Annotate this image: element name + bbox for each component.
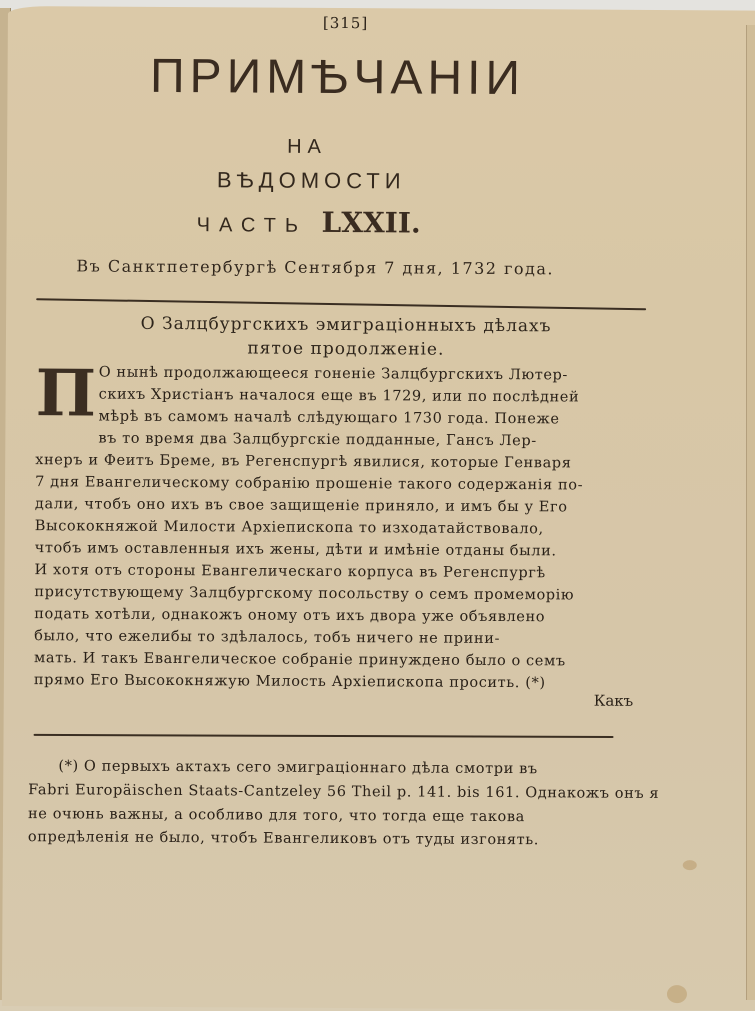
paper-stain [667,985,687,1003]
subtitle-na: НА [287,135,328,158]
subtitle-vedomosti: ВѢДОМОСТИ [216,167,406,194]
footnote-line: опредѣленія не было, чтобъ Евангеликовъ отъ туды изгонять. [27,829,540,849]
body-line: скихъ Христіанъ началося еще въ 1729, или по послѣдней [98,386,580,406]
section-heading-line: О Залцбургскихъ эмиграціонныхъ дѣлахъ [140,313,552,337]
body-line: 7 дня Евангелическому собранію прошеніе такого содержанія по- [35,474,584,494]
part-label: ЧАСТЬ [196,214,308,237]
next-page-edge [746,25,755,1000]
footnote-line: Fabri Europäischen Staats-Cantzeley 56 Theil p. 141. bis 161. Однакожъ онъ я [28,782,660,802]
section-heading-line: пятое продолженіе. [247,338,445,360]
body-line: дали, чтобъ оно ихъ въ свое защищеніе приняло, и имъ бы у Его [34,496,568,516]
catchword: Какъ [593,691,634,710]
body-line: было, что ежелибы то здѣлалось, тобъ ничего не прини- [34,628,501,648]
footnote-line: (*) О первыхъ актахъ сего эмиграціоннаго дѣла смотри въ [58,758,538,778]
section-heading [46,311,646,363]
body-line: присутствующему Залцбургскому посольству о семъ промеморію [34,584,575,604]
dateline: Въ Санктпетербургѣ Сентября 7 дня, 1732 года. [76,256,555,279]
book-page [2,6,755,1011]
body-line: подать хотѣли, однакожъ оному отъ ихъ двора уже объявлено [34,606,546,626]
body-line: мѣрѣ въ самомъ началѣ слѣдующаго 1730 года. Понеже [98,408,560,428]
body-line: мать. И такъ Евангелическое собраніе принуждено было о семъ [33,650,566,670]
page-number: [315] [322,13,369,33]
part-heading [197,205,421,239]
paper-stain [683,860,697,870]
part-number: LXXII. [321,205,421,240]
drop-cap: П [35,356,97,432]
body-line: въ то время два Залцбургскіе подданные, Гансъ Лер- [98,430,537,450]
body-line: И хотя отъ стороны Евангелическаго корпуса въ Регенспургѣ [34,562,546,582]
divider-rule [36,298,646,310]
body-line: прямо Его Высококняжую Милость Архіепископа просить. (*) [33,672,546,692]
body-line: хнеръ и Феитъ Бреме, въ Регенспургѣ явилися, которые Генваря [35,452,572,472]
body-line: чтобъ имъ оставленныя ихъ жены, дѣти и имѣніе отданы были. [34,540,557,560]
body-line: О нынѣ продолжающееся гоненіе Залцбургскихъ Лютер- [98,364,568,384]
body-line: Высококняжой Милости Архіепископа то изходатайствовало, [34,518,544,538]
footnote-rule [34,734,614,738]
page-title: ПРИМѢЧАНІИ [149,49,526,106]
footnote-line: не очюнь важны, а особливо для того, что тогда еще такова [28,806,525,826]
